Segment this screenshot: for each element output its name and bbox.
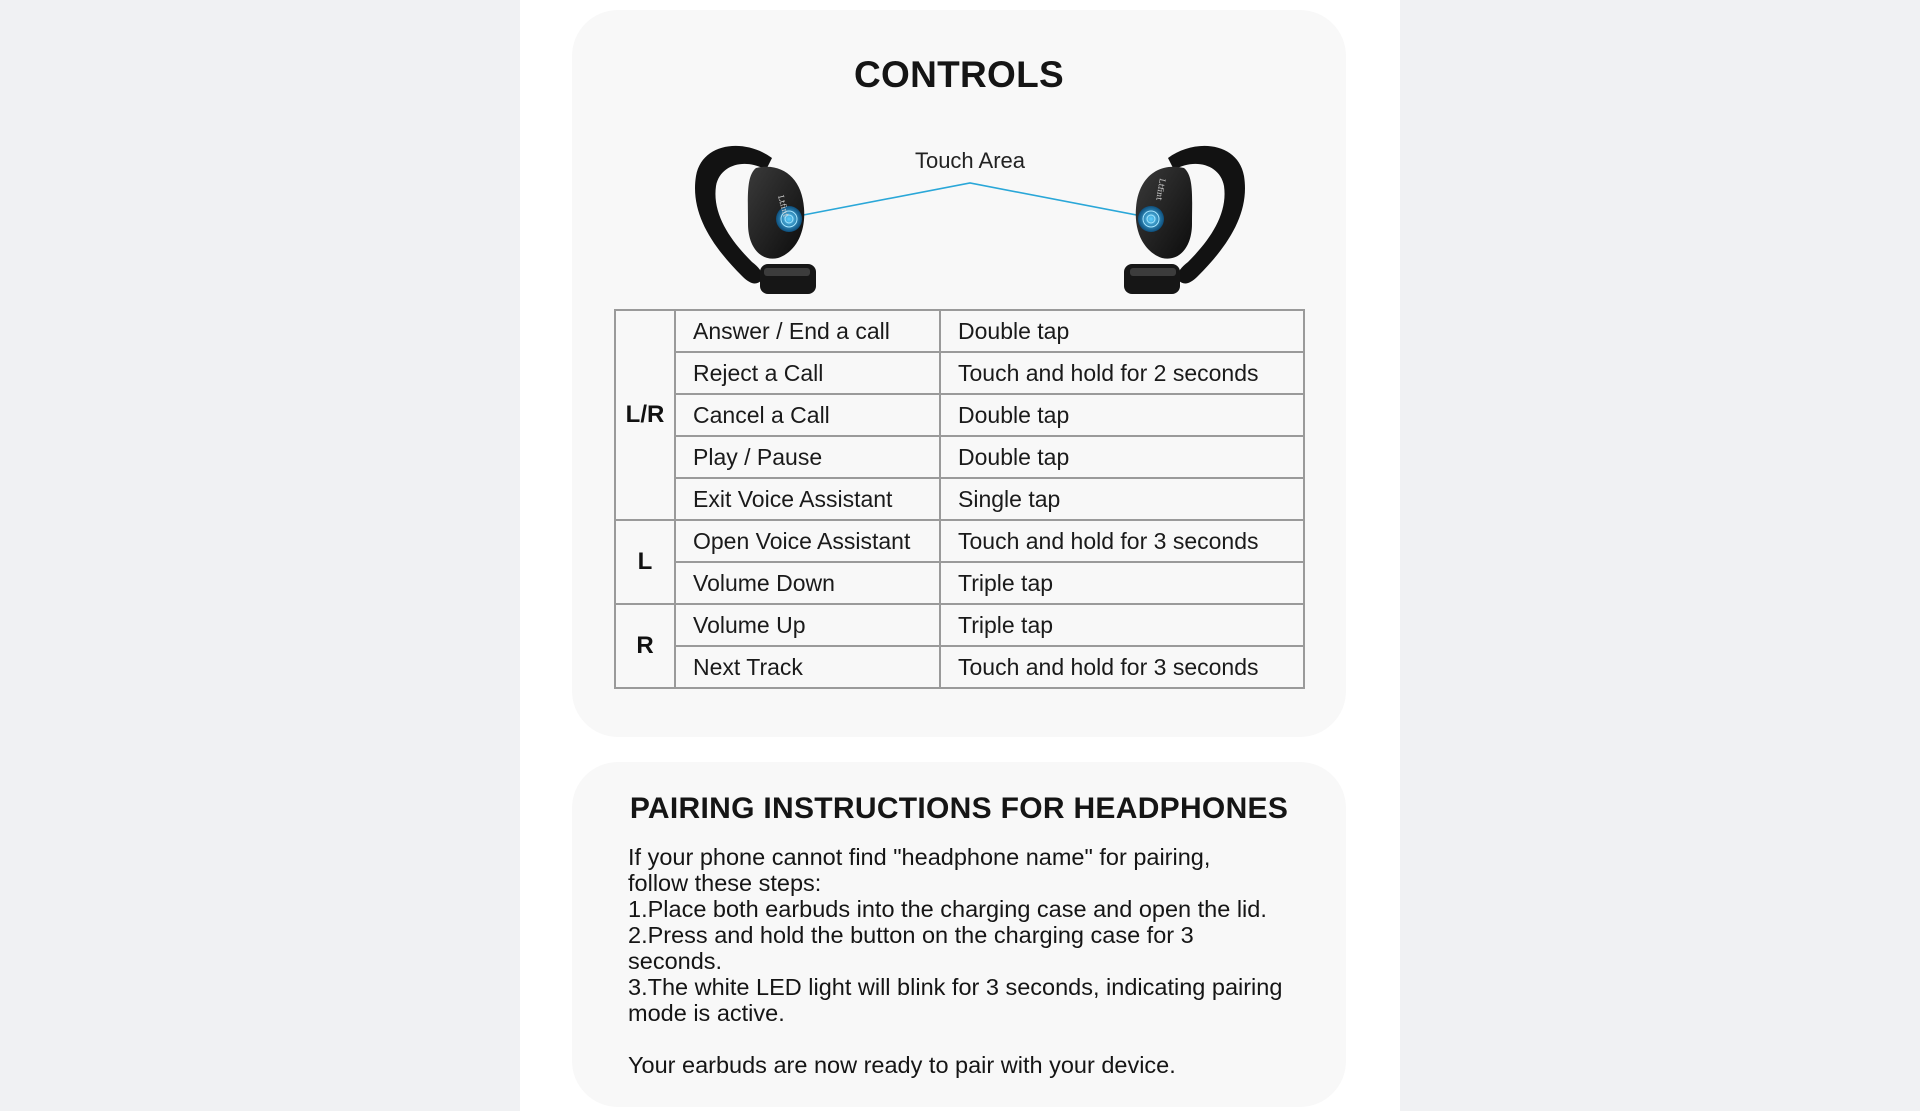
left-earbud-brand: Ltfint xyxy=(776,194,791,218)
gesture-cell: Touch and hold for 3 seconds xyxy=(940,646,1304,688)
pairing-line: mode is active. xyxy=(628,1000,785,1026)
gesture-cell: Touch and hold for 3 seconds xyxy=(940,520,1304,562)
controls-title: CONTROLS xyxy=(853,54,1064,95)
table-row xyxy=(615,562,1304,604)
action-cell: Volume Down xyxy=(675,562,940,604)
gesture-cell: Double tap xyxy=(940,394,1304,436)
action-cell: Play / Pause xyxy=(675,436,940,478)
action-cell: Open Voice Assistant xyxy=(675,520,940,562)
action-cell: Exit Voice Assistant xyxy=(675,478,940,520)
action-cell: Next Track xyxy=(675,646,940,688)
controls-card xyxy=(572,10,1346,737)
table-row xyxy=(615,646,1304,688)
page-content xyxy=(520,0,1400,1111)
touch-area-line xyxy=(793,183,1147,217)
pairing-closing: Your earbuds are now ready to pair with your device. xyxy=(628,1052,1176,1078)
gesture-cell: Single tap xyxy=(940,478,1304,520)
pairing-line: follow these steps: xyxy=(628,870,822,896)
gesture-cell: Touch and hold for 2 seconds xyxy=(940,352,1304,394)
touch-area-label: Touch Area xyxy=(914,148,1026,173)
paragraph-spacer xyxy=(628,1026,1308,1052)
pairing-line: seconds. xyxy=(628,948,723,974)
pairing-step-3: 3.The white LED light will blink for 3 seconds, indicating pairing xyxy=(628,974,1283,1000)
group-label-lr: L/R xyxy=(615,310,675,520)
pairing-card xyxy=(572,762,1346,1107)
controls-table xyxy=(614,309,1305,689)
right-earbud-brand: Ltfint xyxy=(1154,177,1167,202)
pairing-step-1: 1.Place both earbuds into the charging case and open the lid. xyxy=(628,896,1267,922)
action-cell: Cancel a Call xyxy=(675,394,940,436)
table-row xyxy=(615,310,1304,352)
table-row xyxy=(615,478,1304,520)
gesture-cell: Double tap xyxy=(940,436,1304,478)
gesture-cell: Triple tap xyxy=(940,562,1304,604)
action-cell: Volume Up xyxy=(675,604,940,646)
table-row xyxy=(615,436,1304,478)
pairing-title: PAIRING INSTRUCTIONS FOR HEADPHONES xyxy=(629,792,1289,825)
earbuds-illustration xyxy=(690,128,1250,303)
pairing-instructions xyxy=(628,844,1308,1078)
action-cell: Answer / End a call xyxy=(675,310,940,352)
table-row xyxy=(615,394,1304,436)
pairing-line: If your phone cannot find "headphone name" for pairing, xyxy=(628,844,1211,870)
group-label-r: R xyxy=(615,604,675,688)
pairing-step-2: 2.Press and hold the button on the charging case for 3 xyxy=(628,922,1194,948)
group-label-l: L xyxy=(615,520,675,604)
action-cell: Reject a Call xyxy=(675,352,940,394)
table-row xyxy=(615,604,1304,646)
gesture-cell: Double tap xyxy=(940,310,1304,352)
table-row xyxy=(615,520,1304,562)
gesture-cell: Triple tap xyxy=(940,604,1304,646)
table-row xyxy=(615,352,1304,394)
